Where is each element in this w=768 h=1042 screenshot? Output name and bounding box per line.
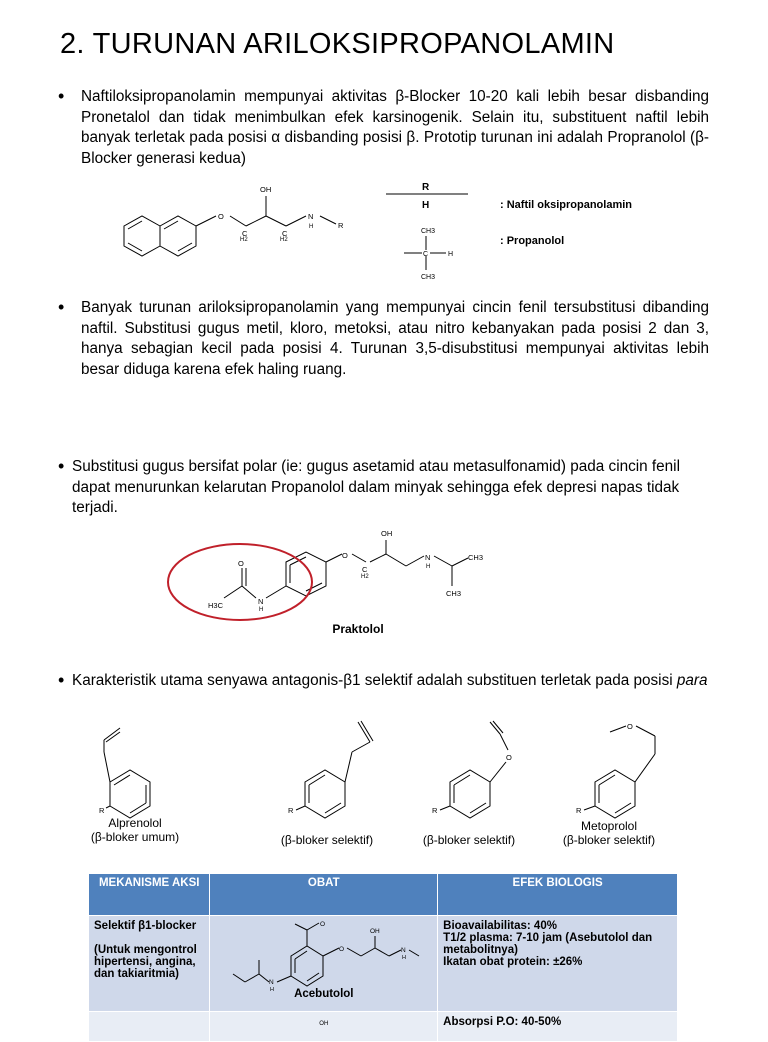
paragraph-3: Substitusi gugus bersifat polar (ie: gugus asetamid atau metasulfonamid) pada cincin fenil dapat menurunkan kelarutan Propanolol dalam minyak sehingga efek depresi napas tidak terjadi.: [72, 458, 680, 517]
effects-cell: [438, 916, 678, 1012]
metoprolol-caption: [546, 819, 672, 847]
h2-label: H2: [280, 237, 288, 243]
r-label: R: [432, 806, 438, 815]
c-label: C: [282, 229, 288, 238]
mechanism-cell: [89, 1012, 210, 1042]
mechanism-table: [88, 873, 678, 1042]
h-label: H: [259, 607, 264, 613]
drug-name: Acebutolol: [294, 988, 354, 1000]
structure-class: (β-bloker umum): [90, 830, 180, 844]
structure-class: (β-bloker selektif): [280, 833, 374, 847]
h-label: H: [426, 564, 431, 570]
bullet-marker: •: [58, 456, 65, 476]
effect-item: Absorpsi P.O: 40-50%: [443, 1016, 562, 1028]
h-label: H: [448, 251, 454, 258]
ch3-label: CH3: [421, 274, 436, 281]
header-efek: EFEK BIOLOGIS: [438, 874, 678, 916]
c-label: C: [362, 565, 368, 574]
o-label: O: [627, 722, 633, 731]
o-label: O: [339, 946, 345, 953]
mechanism-note: (Untuk mengontrol hipertensi, angina, dan takiaritmia): [94, 944, 197, 980]
bullet-marker: •: [58, 86, 65, 106]
label-naftil: : Naftil oksipropanolamin: [500, 199, 633, 211]
c-label: C: [242, 229, 248, 238]
header-mekanisme: MEKANISME AKSI: [89, 874, 210, 916]
beta-blocker-structures: [0, 712, 768, 822]
paragraph-2: Banyak turunan ariloksipropanolamin yang mempunyai cincin fenil tersubstitusi dibanding naftil. Substitusi gugus metil, kloro, metoksi, atau nitro kebanyakan pada posisi 2 dan 3, hanya sebagian kecil pada posisi 4. Turunan 3,5-disubstitusi mempunyai aktivitas lebih besar diduga karena efek haling ruang.: [81, 299, 709, 378]
o-label: O: [238, 559, 244, 568]
h2-label: H2: [361, 574, 369, 580]
effect-item: Bioavailabilitas: 40%: [443, 920, 557, 932]
bullet-marker: •: [58, 297, 65, 317]
r-label: R: [99, 806, 105, 815]
r-label: R: [338, 221, 344, 230]
paragraph-4: [72, 671, 712, 692]
n-label: N: [425, 553, 431, 562]
page-title: 2. TURUNAN ARILOKSIPROPANOLAMIN: [60, 28, 615, 60]
ch3-label: CH3: [446, 589, 462, 598]
o-label: O: [342, 551, 348, 560]
structure-3-caption: [404, 833, 534, 847]
header-obat: OBAT: [210, 874, 438, 916]
h-label: H: [270, 987, 275, 993]
n-label: N: [258, 597, 264, 606]
o-label: O: [506, 753, 512, 762]
ch3-label: CH3: [468, 553, 484, 562]
label-propanolol: : Propanolol: [500, 235, 565, 247]
h2-label: H2: [240, 237, 248, 243]
oh-label: OH: [319, 1021, 329, 1027]
bullet-marker: •: [58, 670, 65, 690]
alprenolol-caption: [70, 816, 200, 844]
h3c-label: H3C: [208, 601, 224, 610]
r-label: R: [288, 806, 294, 815]
structure-class: (β-bloker selektif): [562, 833, 656, 847]
r-header: R: [422, 182, 430, 193]
effect-item: Ikatan obat protein: ±26%: [443, 956, 583, 968]
oh-label: OH: [260, 185, 272, 194]
effect-item: T1/2 plasma: 7-10 jam (Asebutolol dan metabolitnya): [443, 932, 653, 956]
h-label: H: [402, 955, 407, 961]
n-label: N: [308, 212, 314, 221]
structure-name: Alprenolol: [108, 816, 162, 830]
structure-2-caption: [262, 833, 392, 847]
o-label: O: [218, 212, 224, 221]
r-label: R: [576, 806, 582, 815]
oh-label: OH: [370, 928, 381, 935]
paragraph-1: Naftiloksipropanolamin mempunyai aktivitas β-Blocker 10-20 kali lebih besar disbanding Pronetalol dan tidak menimbulkan efek karsinogenik. Selain itu, substituent naftil lebih banyak terletak pada posisi α disbanding posisi β. Prototip turunan ini adalah Propranolol (β-Blocker generasi kedua): [81, 88, 709, 167]
oh-label: OH: [381, 529, 393, 538]
drug-cell: [210, 916, 438, 1012]
c-label: C: [423, 251, 429, 258]
h-label: H: [309, 224, 314, 230]
structure-class: (β-bloker selektif): [422, 833, 516, 847]
praktolol-caption: Praktolol: [332, 622, 384, 636]
naftil-oksipropanolamin-figure: [110, 178, 700, 288]
para-italic: para: [676, 672, 708, 689]
n-label: N: [269, 979, 275, 986]
mechanism-title: Selektif β1-blocker: [94, 920, 197, 932]
effects-cell: [438, 1012, 678, 1042]
n-label: N: [401, 947, 407, 954]
ch3-label: CH3: [421, 228, 436, 235]
o-label: O: [320, 921, 326, 928]
drug-cell: [210, 1012, 438, 1042]
paragraph-4-text: Karakteristik utama senyawa antagonis-β1 selektif adalah substituen terletak pada posisi: [72, 672, 677, 689]
h-row: H: [422, 200, 430, 211]
mechanism-cell: [89, 916, 210, 1012]
structure-name: Metoprolol: [580, 819, 638, 833]
